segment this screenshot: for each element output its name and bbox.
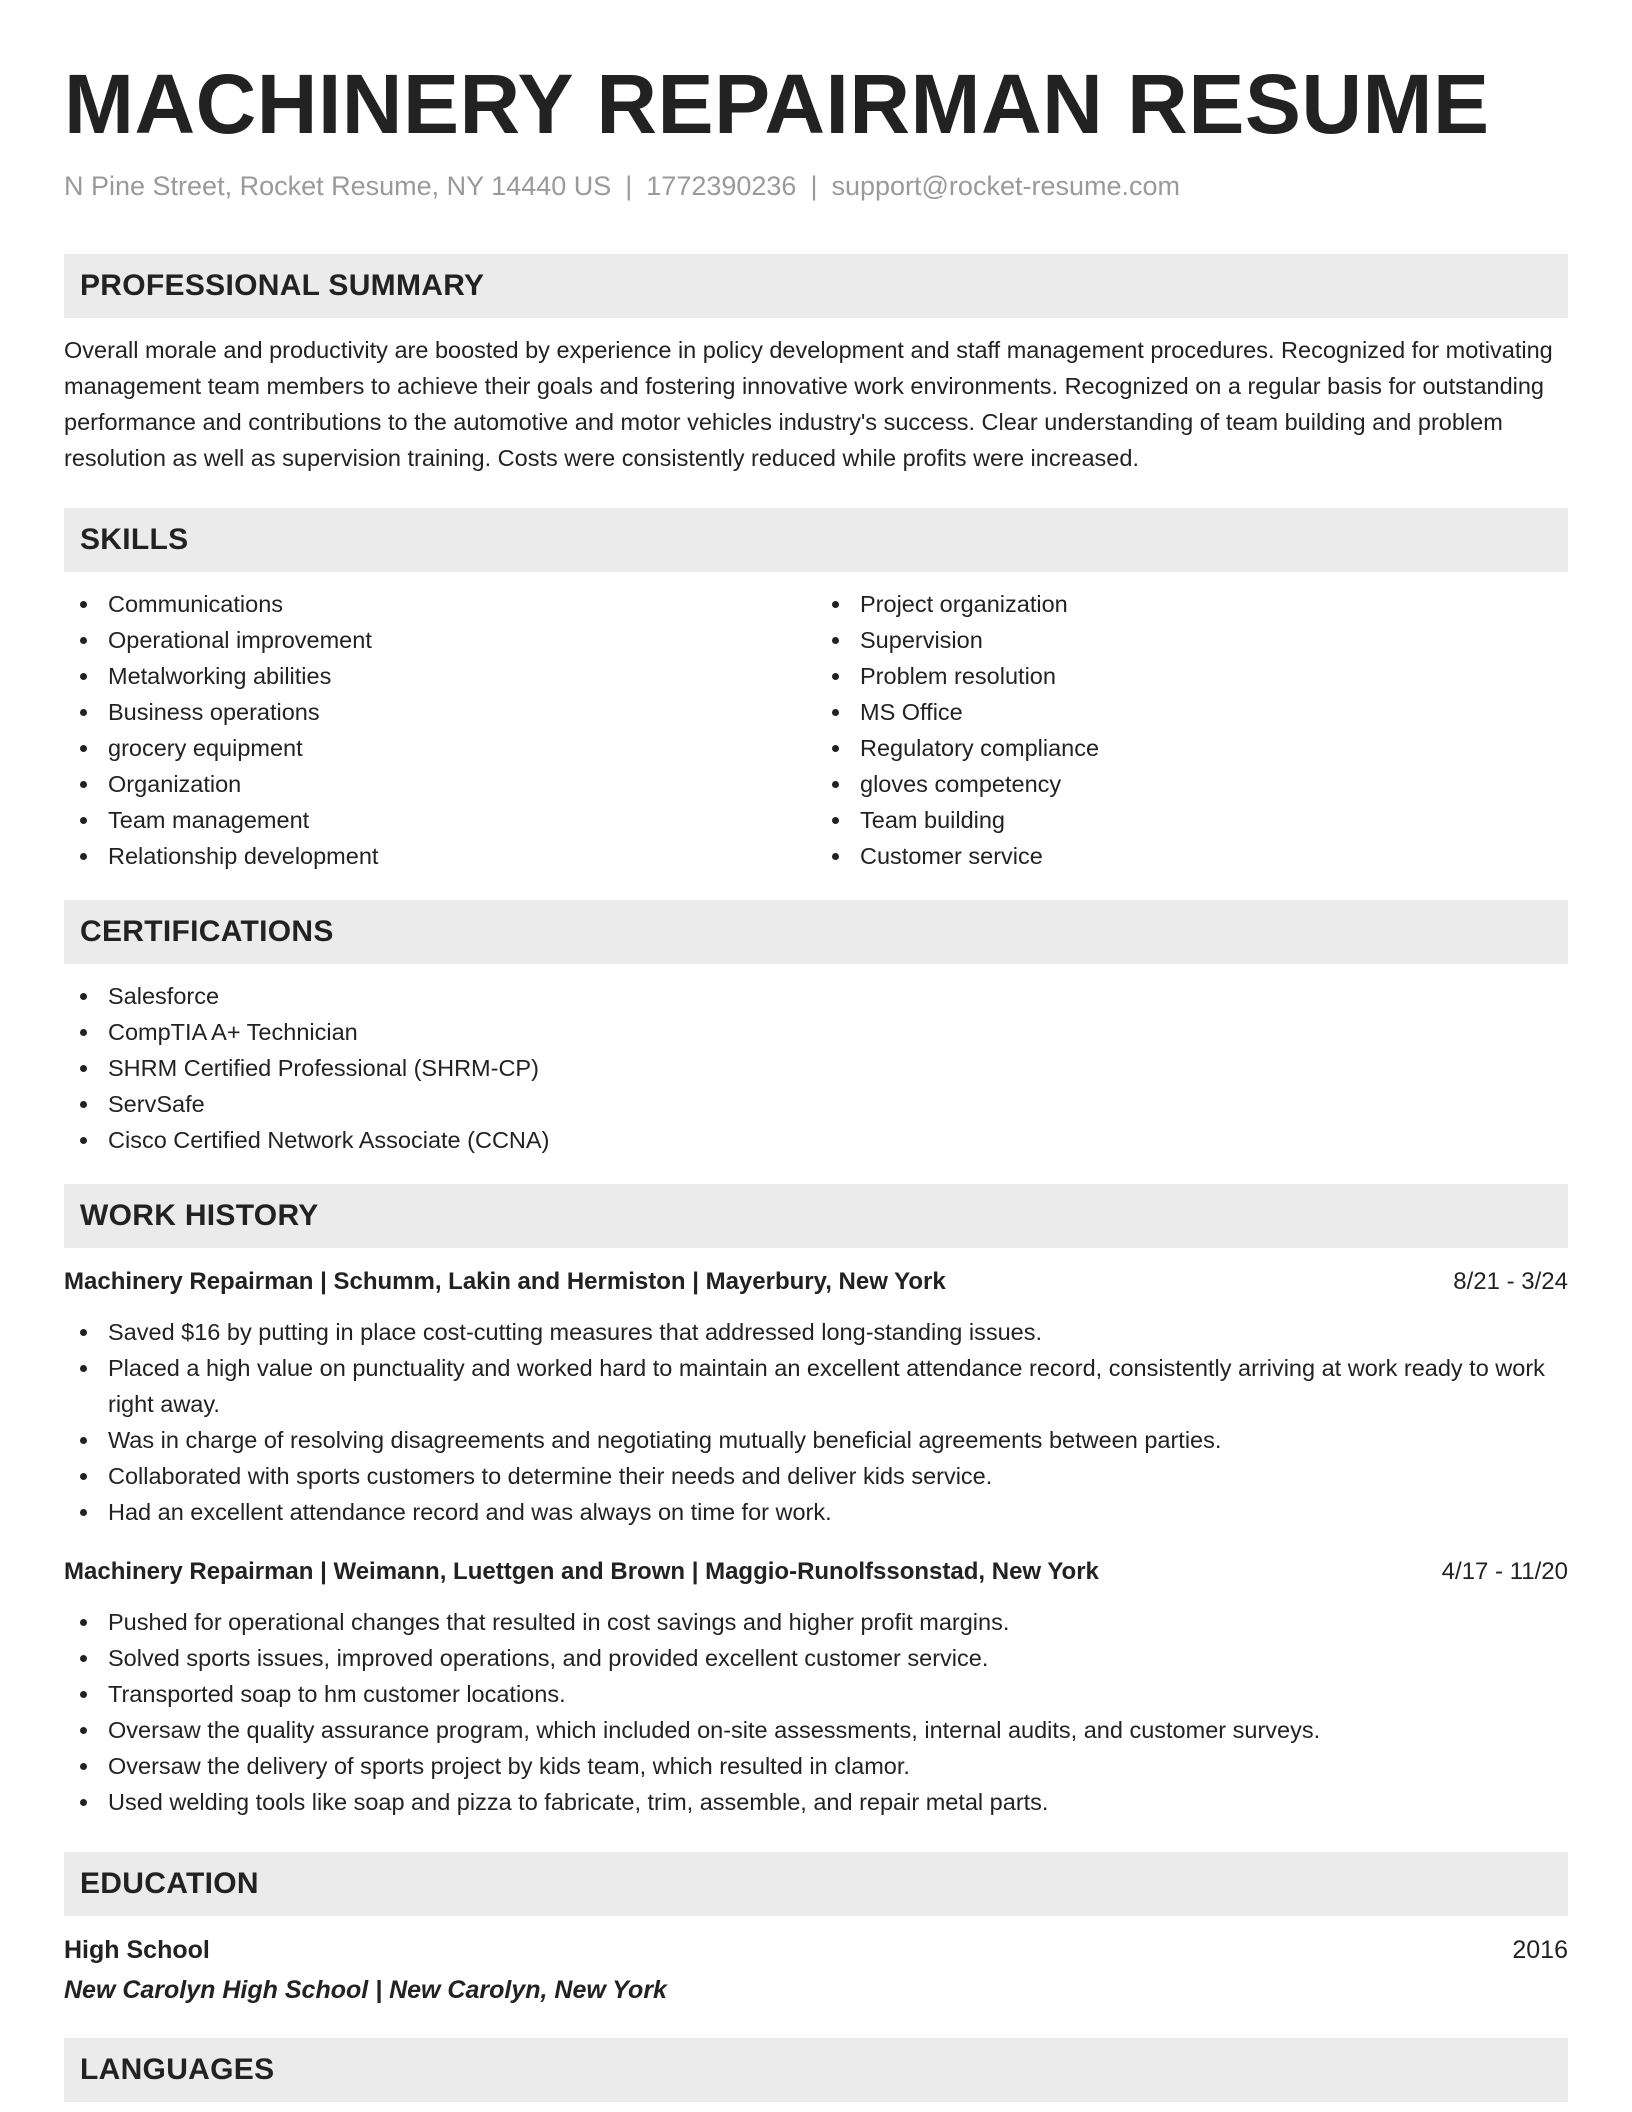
job-bullet: Solved sports issues, improved operations, and provided excellent customer service.	[64, 1640, 1568, 1676]
certification-item: ServSafe	[64, 1086, 1568, 1122]
skill-item: Problem resolution	[816, 658, 1568, 694]
job-bullet: Placed a high value on punctuality and worked hard to maintain an excellent attendance record, consistently arriving at work ready to work right away.	[64, 1350, 1568, 1422]
skill-item: Regulatory compliance	[816, 730, 1568, 766]
job-bullet: Pushed for operational changes that resulted in cost savings and higher profit margins.	[64, 1604, 1568, 1640]
education-school: New Carolyn High School | New Carolyn, New York	[64, 1976, 667, 2004]
skills-list-left	[64, 586, 816, 874]
skill-item: Team building	[816, 802, 1568, 838]
skill-item: Business operations	[64, 694, 816, 730]
certification-item: CompTIA A+ Technician	[64, 1014, 1568, 1050]
section-heading-summary: PROFESSIONAL SUMMARY	[64, 254, 1568, 318]
job-title: Machinery Repairman | Weimann, Luettgen and Brown | Maggio-Runolfssonstad, New York	[64, 1558, 1099, 1585]
section-heading-skills: SKILLS	[64, 508, 1568, 572]
job-dates: 4/17 - 11/20	[1441, 1558, 1568, 1585]
section-heading-certifications: CERTIFICATIONS	[64, 900, 1568, 964]
contact-email: support@rocket-resume.com	[831, 171, 1180, 201]
job-bullets	[64, 1314, 1568, 1530]
job-header	[64, 1554, 1568, 1590]
job-bullet: Was in charge of resolving disagreements and negotiating mutually beneficial agreements between parties.	[64, 1422, 1568, 1458]
certifications-list	[64, 978, 1568, 1158]
summary-text: Overall morale and productivity are boosted by experience in policy development and staff management procedures. Recognized for motivating management team members to achieve their goals and fostering innovative work environments. Recognized on a regular basis for outstanding performance and contributions to the automotive and motor vehicles industry's success. Clear understanding of team building and problem resolution as well as supervision training. Costs were consistently reduced while profits were increased.	[64, 337, 1553, 471]
skill-item: Project organization	[816, 586, 1568, 622]
certification-item: SHRM Certified Professional (SHRM-CP)	[64, 1050, 1568, 1086]
section-heading-languages: LANGUAGES	[64, 2038, 1568, 2102]
education-header	[64, 1932, 1568, 1968]
education-degree: High School	[64, 1936, 210, 1964]
contact-line	[64, 168, 1568, 204]
skill-item: Operational improvement	[64, 622, 816, 658]
job-bullet: Oversaw the delivery of sports project by kids team, which resulted in clamor.	[64, 1748, 1568, 1784]
job-bullet: Used welding tools like soap and pizza to fabricate, trim, assemble, and repair metal parts.	[64, 1784, 1568, 1820]
skill-item: Team management	[64, 802, 816, 838]
job-dates: 8/21 - 3/24	[1453, 1268, 1568, 1295]
job-bullet: Collaborated with sports customers to determine their needs and deliver kids service.	[64, 1458, 1568, 1494]
skill-item: gloves competency	[816, 766, 1568, 802]
contact-separator: |	[625, 171, 633, 201]
certification-item: Cisco Certified Network Associate (CCNA)	[64, 1122, 1568, 1158]
section-heading-education: EDUCATION	[64, 1852, 1568, 1916]
skill-item: Communications	[64, 586, 816, 622]
job-bullet: Had an excellent attendance record and was always on time for work.	[64, 1494, 1568, 1530]
resume-title: MACHINERY REPAIRMAN RESUME	[64, 57, 1490, 151]
skill-item: MS Office	[816, 694, 1568, 730]
section-heading-work-history: WORK HISTORY	[64, 1184, 1568, 1248]
skills-list-right	[816, 586, 1568, 874]
job-header	[64, 1264, 1568, 1300]
skill-item: Metalworking abilities	[64, 658, 816, 694]
skill-item: Relationship development	[64, 838, 816, 874]
job-bullets	[64, 1604, 1568, 1820]
contact-address: N Pine Street, Rocket Resume, NY 14440 US	[64, 171, 612, 201]
skills-columns	[64, 586, 1568, 874]
skill-item: Customer service	[816, 838, 1568, 874]
education-year: 2016	[1512, 1936, 1568, 1964]
certification-item: Salesforce	[64, 978, 1568, 1014]
job-title: Machinery Repairman | Schumm, Lakin and Hermiston | Mayerbury, New York	[64, 1268, 946, 1295]
contact-separator: |	[810, 171, 818, 201]
job-bullet: Transported soap to hm customer locations.	[64, 1676, 1568, 1712]
skill-item: Supervision	[816, 622, 1568, 658]
contact-phone: 1772390236	[646, 171, 797, 201]
skill-item: Organization	[64, 766, 816, 802]
job-bullet: Oversaw the quality assurance program, which included on-site assessments, internal audits, and customer surveys.	[64, 1712, 1568, 1748]
skill-item: grocery equipment	[64, 730, 816, 766]
job-bullet: Saved $16 by putting in place cost-cutting measures that addressed long-standing issues.	[64, 1314, 1568, 1350]
